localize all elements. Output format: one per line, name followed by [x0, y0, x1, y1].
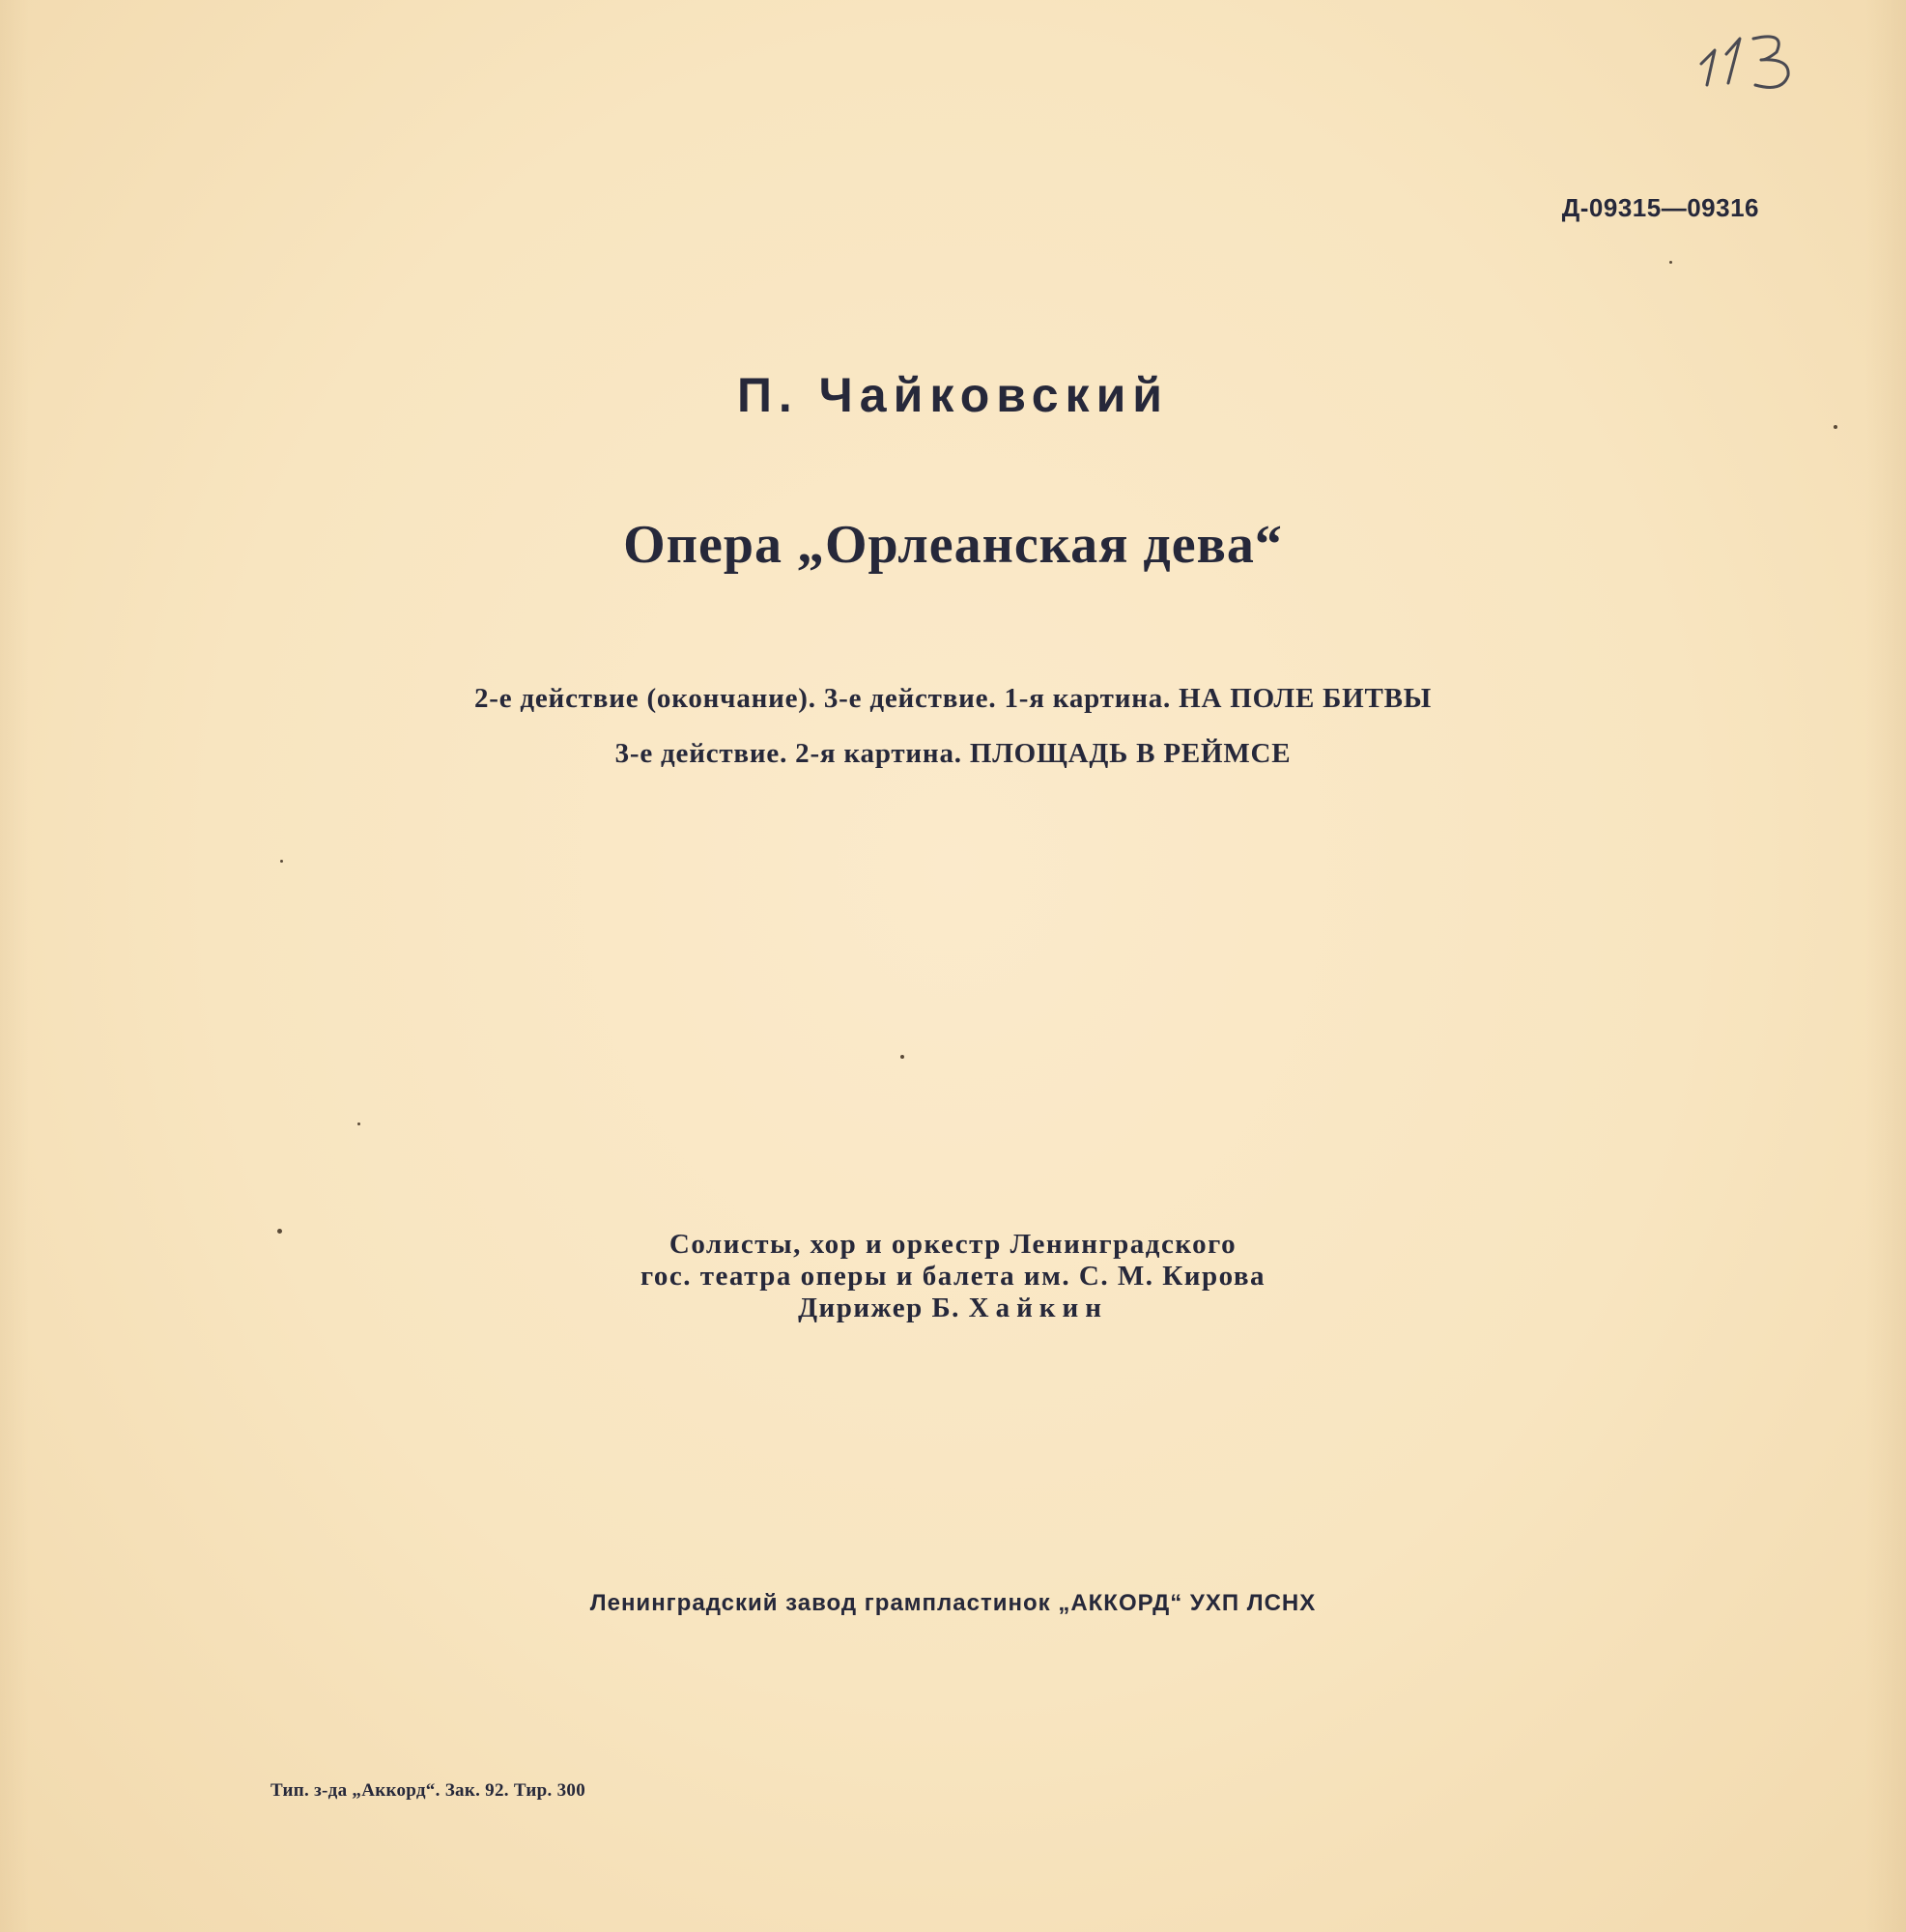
- paper-speck: [280, 860, 283, 863]
- performers-line-2: гос. театра оперы и балета им. С. М. Кирова: [640, 1261, 1266, 1292]
- paper-speck: [1834, 425, 1837, 429]
- performers-block: [0, 1229, 1906, 1324]
- paper-speck: [900, 1055, 904, 1059]
- paper-speck: [1669, 261, 1672, 264]
- paper-speck: [357, 1122, 360, 1125]
- contents-line-1: 2-е действие (окончание). 3-е действие. 1-я картина. НА ПОЛЕ БИТВЫ: [473, 683, 1433, 714]
- composer-name: П. Чайковский: [736, 368, 1170, 422]
- conductor-name: Хайкин: [968, 1293, 1108, 1323]
- paper-edge-left: [0, 0, 29, 1932]
- contents-line-2: 3-е действие. 2-я картина. ПЛОЩАДЬ В РЕЙМСЕ: [614, 738, 1292, 769]
- paper-edge-right: [1865, 0, 1906, 1932]
- manufacturer-line: Ленинградский завод грампластинок „АККОРД“ УХП ЛСНХ: [589, 1590, 1317, 1616]
- paper-speck: [277, 1229, 282, 1234]
- conductor-line: [0, 1293, 1906, 1324]
- performers-line-1: Солисты, хор и оркестр Ленинградского: [669, 1229, 1237, 1260]
- opera-title: Опера „Орлеанская дева“: [623, 515, 1283, 575]
- conductor-label: Дирижер Б.: [798, 1293, 960, 1323]
- handwritten-number: [1693, 25, 1829, 95]
- print-imprint: Тип. з-да „Аккорд“. Зак. 92. Тир. 300: [270, 1780, 586, 1801]
- catalog-number: Д-09315—09316: [1561, 193, 1759, 222]
